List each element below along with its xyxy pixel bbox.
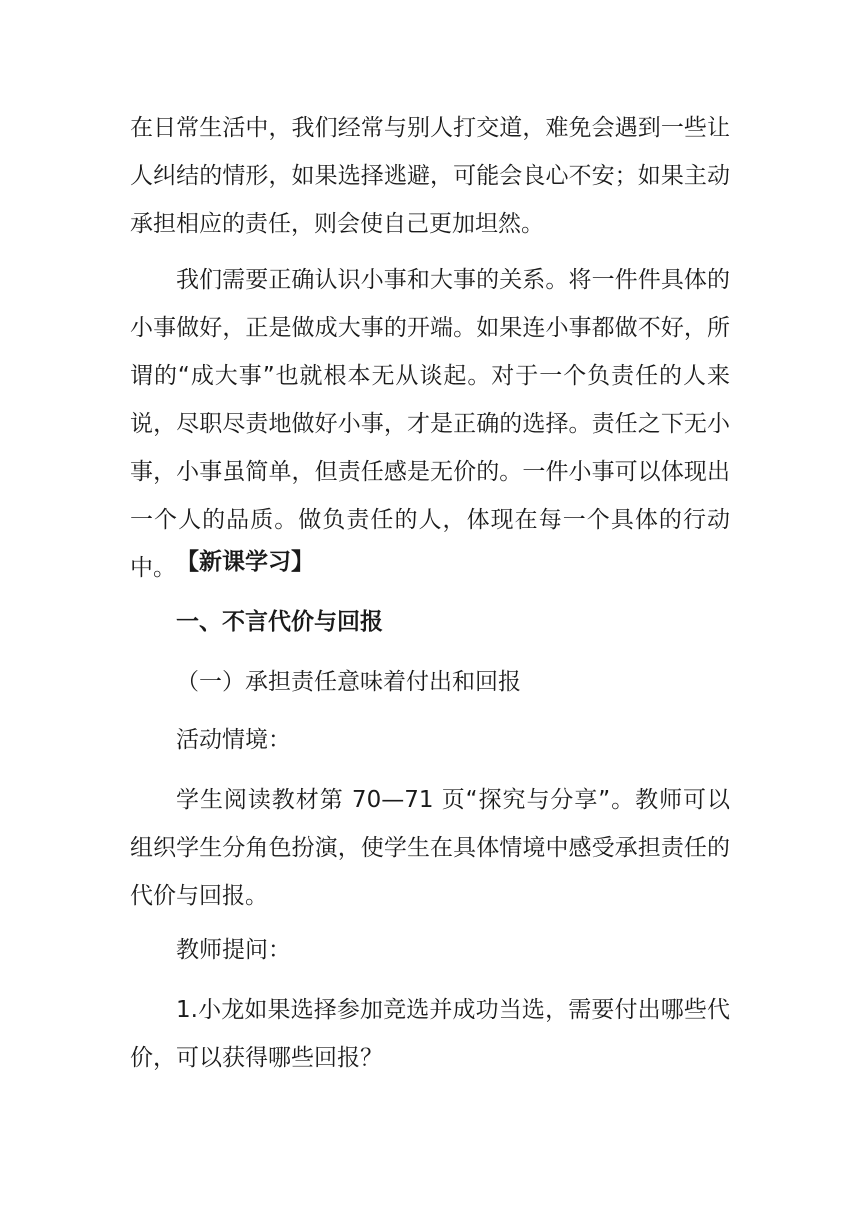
paragraph-daily-life: 在日常生活中，我们经常与别人打交道，难免会遇到一些让人纠结的情形，如果选择逃避，可能会良心不安；如果主动承担相应的责任，则会使自己更加坦然。 xyxy=(130,115,730,237)
paragraph-textbook-reading: 学生阅读教材第 70—71 页“探究与分享”。教师可以组织学生分角色扮演，使学生在具体情境中感受承担责任的代价与回报。 xyxy=(130,787,730,909)
activity-scenario-label: 活动情境： xyxy=(176,727,291,753)
paragraph-small-and-big-things: 我们需要正确认识小事和大事的关系。将一件件具体的小事做好，正是做成大事的开端。如果连小事都做不好，所谓的“成大事”也就根本无从谈起。对于一个负责任的人来说，尽职尽责地做好小事，才是正确的选择。责任之下无小事，小事虽简单，但责任感是无价的。一件小事可以体现出一个人的品质。做负责任的人，体现在每一个具体的行动中。 xyxy=(130,267,730,581)
section-label-new-lesson: 【新课学习】 xyxy=(176,549,314,575)
teacher-question-label: 教师提问： xyxy=(176,937,291,963)
question-1: 1.小龙如果选择参加竞选并成功当选，需要付出哪些代价，可以获得哪些回报？ xyxy=(130,997,730,1071)
subheading-responsibility-means: （一）承担责任意味着付出和回报 xyxy=(176,669,521,695)
heading-no-cost-or-reward: 一、不言代价与回报 xyxy=(176,609,383,635)
